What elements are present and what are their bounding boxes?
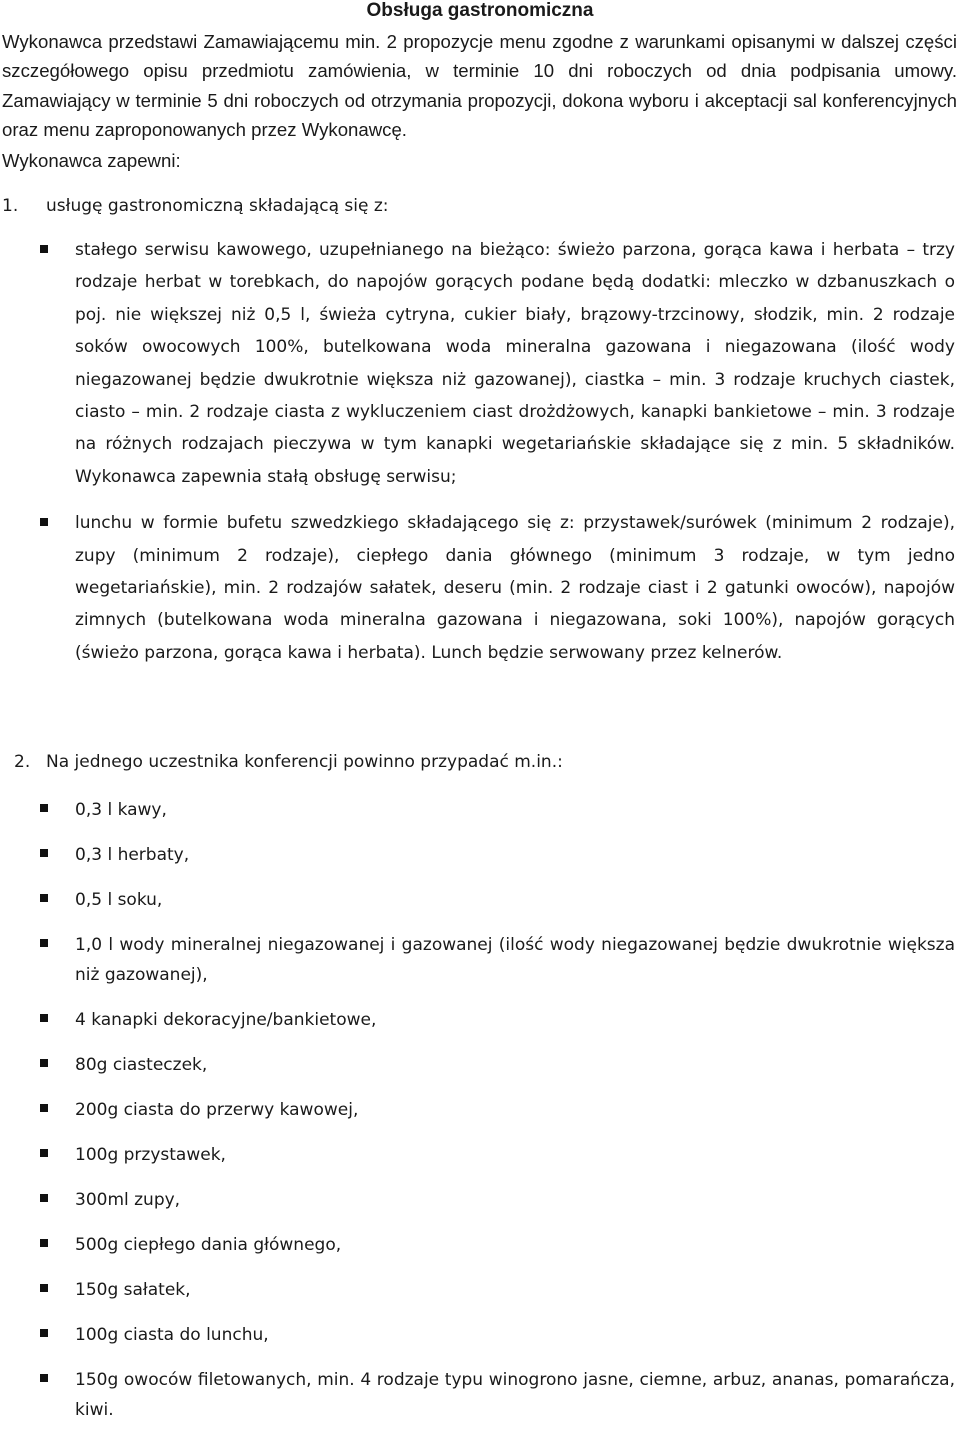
list-item [0,885,960,915]
list-item-text: 200g ciasta do przerwy kawowej, [75,1100,359,1120]
square-bullet-icon [40,1104,48,1112]
list-item-text: 100g przystawek, [75,1145,226,1165]
list-item-text: 150g sałatek, [75,1280,191,1300]
list-item-text: 0,3 l kawy, [75,800,167,820]
contractor-provides-label: Wykonawca zapewni: [2,150,181,171]
square-bullet-icon [40,939,48,947]
list-item [0,795,960,825]
square-bullet-icon [40,1014,48,1022]
list-item [0,1230,960,1260]
square-bullet-icon [40,804,48,812]
intro-paragraph: Wykonawca przedstawi Zamawiającemu min. 2 propozycje menu zgodne z warunkami opisanymi w dalszej części szczegółowego opisu przedmiotu zamówienia, w terminie 10 dni roboczych od dnia podpisania umowy. Zamawiający w terminie 5 dni roboczych od otrzymania propozycji, dokona wyboru i akceptacji sal konferencyjnych oraz menu zaproponowanych przez Wykonawcę. [2,31,957,141]
list-item [0,1095,960,1125]
square-bullet-icon [40,1374,48,1382]
list-item [0,840,960,870]
list-item [0,1275,960,1305]
list-item [0,930,960,990]
list-item [0,1185,960,1215]
square-bullet-icon [40,1329,48,1337]
list-item-text: 100g ciasta do lunchu, [75,1325,269,1345]
square-bullet-icon [40,1194,48,1202]
list-item-text: 4 kanapki dekoracyjne/bankietowe, [75,1010,377,1030]
square-bullet-icon [40,245,48,253]
list-item [0,1365,960,1425]
list-item [0,234,960,493]
item-heading: usługę gastronomiczną składającą się z: [46,196,389,216]
square-bullet-icon [40,1059,48,1067]
square-bullet-icon [40,1239,48,1247]
list-item [0,1050,960,1080]
square-bullet-icon [40,518,48,526]
square-bullet-icon [40,849,48,857]
list-item-text: 150g owoców filetowanych, min. 4 rodzaje typu winogrono jasne, ciemne, arbuz, ananas, pomarańcza, kiwi. [75,1370,955,1420]
square-bullet-icon [40,894,48,902]
list-item-text: 300ml zupy, [75,1190,181,1210]
per-participant-list [0,795,960,1440]
catering-service-list [0,234,960,669]
list-item-text: 0,3 l herbaty, [75,845,190,865]
list-item [0,1005,960,1035]
item-number: 1. [2,196,19,216]
list-item-text: lunchu w formie bufetu szwedzkiego składającego się z: przystawek/surówek (minimum 2 rodzaje), zupy (minimum 2 rodzaje), ciepłego dania głównego (minimum 3 rodzaje, w tym jedno wegetariańskie), min. 2 rodzajów sałatek, deseru (min. 2 rodzaje ciast i 2 gatunki owoców), napojów zimnych (butelkowana woda mineralna gazowana i niegazowana, soki 100%), napojów gorących (świeżo parzona, gorąca kawa i herbata). Lunch będzie serwowany przez kelnerów. [75,513,955,663]
list-item-text: 80g ciasteczek, [75,1055,208,1075]
list-item-text: 1,0 l wody mineralnej niegazowanej i gazowanej (ilość wody niegazowanej będzie dwukrotnie większa niż gazowanej), [75,935,955,985]
item-number: 2. [14,752,31,772]
item-heading: Na jednego uczestnika konferencji powinno przypadać m.in.: [46,752,563,772]
list-item-text: stałego serwisu kawowego, uzupełnianego na bieżąco: świeżo parzona, gorąca kawa i herbata – trzy rodzaje herbat w torebkach, do napojów gorących podane będą dodatki: mleczko w dzbanuszkach o poj. nie większej niż 0,5 l, świeża cytryna, cukier biały, brązowy-trzcinowy, słodzik, min. 2 rodzaje soków owocowych 100%, butelkowana woda mineralna gazowana i niegazowana (ilość wody niegazowanej będzie dwukrotnie większa niż gazowanej), ciastka – min. 3 rodzaje kruchych ciastek, ciasto – min. 2 rodzaje ciasta z wykluczeniem ciast drożdżowych, kanapki bankietowe – min. 3 rodzaje na różnych rodzajach pieczywa w tym kanapki wegetariańskie składające się z min. 5 składników. Wykonawca zapewnia stałą obsługę serwisu; [75,240,955,487]
list-item [0,1320,960,1350]
square-bullet-icon [40,1149,48,1157]
square-bullet-icon [40,1284,48,1292]
list-item-text: 500g ciepłego dania głównego, [75,1235,342,1255]
list-item [0,1140,960,1170]
list-item [0,507,960,669]
document-title: Obsługa gastronomiczna [366,0,594,21]
list-item-text: 0,5 l soku, [75,890,163,910]
